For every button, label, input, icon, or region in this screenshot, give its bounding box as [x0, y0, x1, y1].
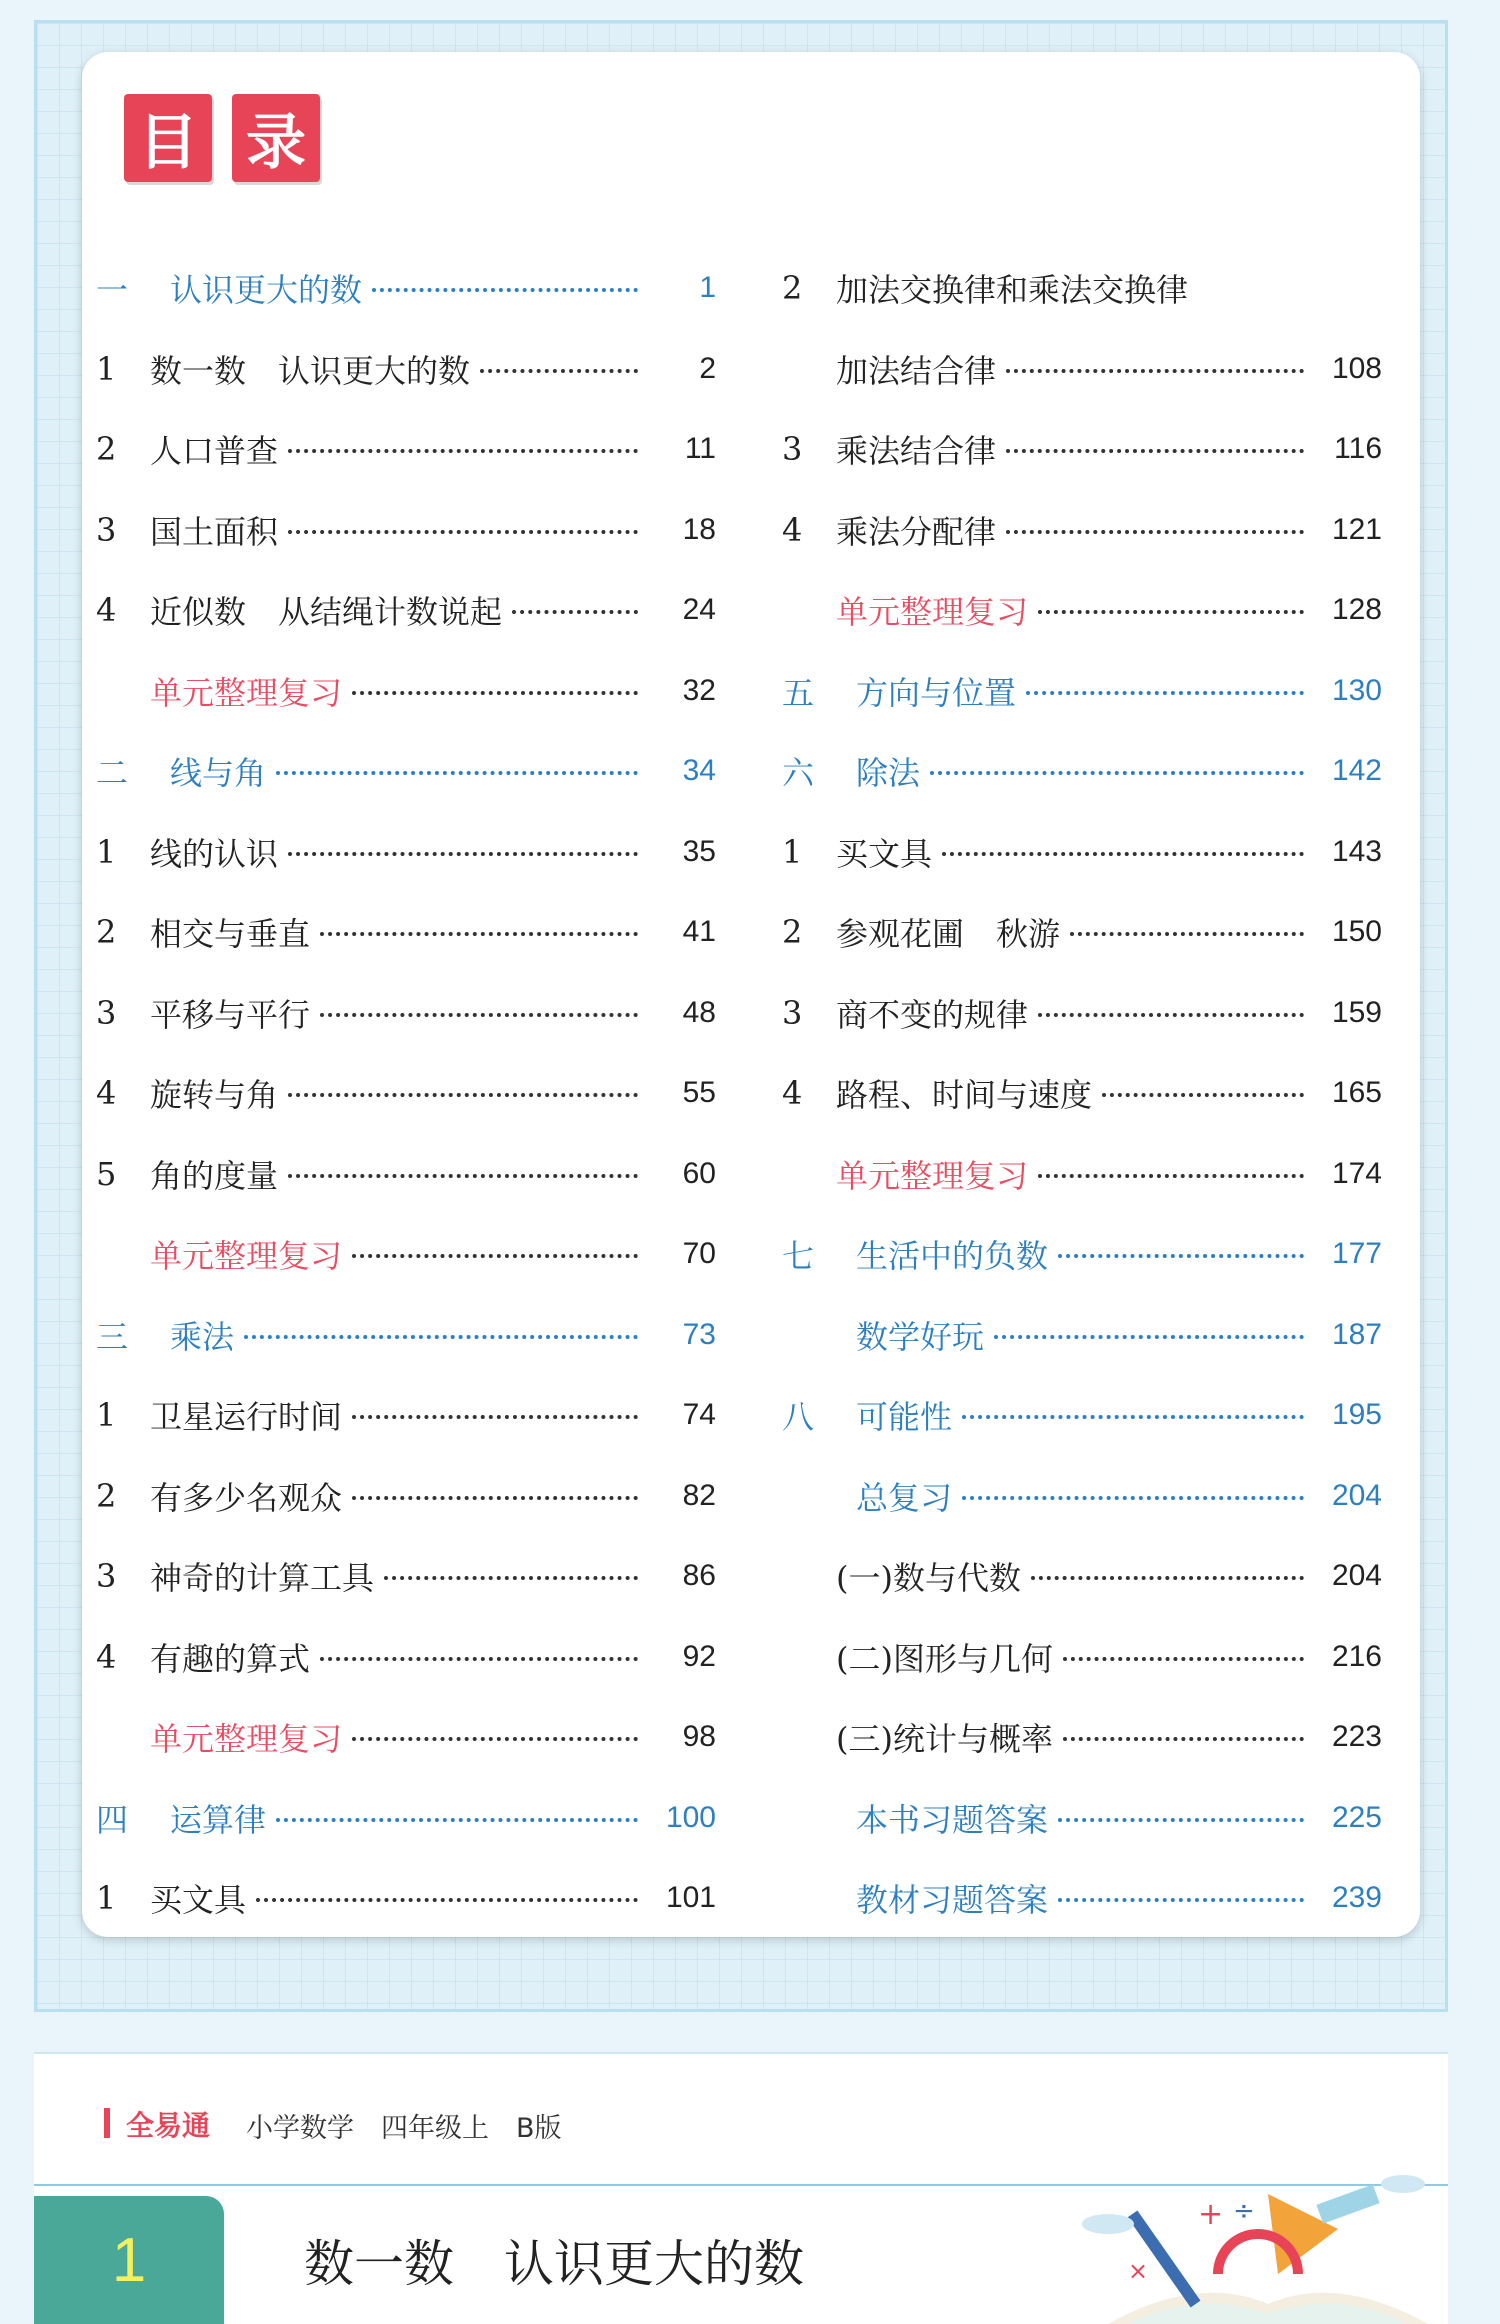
- toc-entry-label: 除法: [856, 754, 921, 793]
- toc-entry-label: 运算律: [170, 1800, 267, 1839]
- toc-entry-page: 121: [1331, 512, 1382, 546]
- toc-entry-label: 单元整理复习: [150, 1237, 343, 1276]
- toc-entry-label: 可能性: [856, 1398, 953, 1437]
- toc-entry: [782, 1295, 1382, 1376]
- toc-entry-page: 187: [1331, 1317, 1382, 1351]
- toc-entry-number: 2: [782, 269, 803, 308]
- lesson-title: 数一数 认识更大的数: [304, 2235, 804, 2293]
- dot-leader: [930, 771, 1304, 775]
- dot-leader: [1038, 610, 1304, 614]
- dot-leader: [244, 1335, 638, 1339]
- toc-entry-label: 单元整理复习: [836, 593, 1029, 632]
- toc-entry-number: 六: [782, 754, 815, 793]
- dot-leader: [1006, 369, 1304, 373]
- toc-entry-page: 108: [1331, 351, 1382, 385]
- toc-entry-label: 人口普查: [150, 432, 279, 471]
- toc-entry-label: 方向与位置: [856, 673, 1017, 712]
- toc-entry-page: 35: [682, 834, 716, 868]
- toc-entry-number: 4: [96, 1637, 117, 1676]
- toc-entry-page: 32: [682, 673, 716, 707]
- dot-leader: [320, 1657, 638, 1661]
- svg-text:+: +: [1198, 2197, 1224, 2232]
- toc-entry-page: 2: [699, 351, 716, 385]
- dot-leader: [1038, 1174, 1304, 1178]
- svg-text:×: ×: [1128, 2257, 1149, 2285]
- toc-entry-number: 2: [96, 430, 117, 469]
- toc-entry: [96, 1617, 716, 1698]
- toc-entry: [96, 1214, 716, 1295]
- toc-entry-page: 82: [682, 1478, 716, 1512]
- toc-entry: [96, 1053, 716, 1134]
- toc-entry: [96, 1456, 716, 1537]
- header-brand: 全易通: [126, 2109, 211, 2142]
- toc-entry-number: 2: [782, 913, 803, 952]
- toc-entry-page: 239: [1331, 1881, 1382, 1915]
- dot-leader: [288, 1174, 638, 1178]
- toc-entry: [782, 1617, 1382, 1698]
- dot-leader: [994, 1335, 1304, 1339]
- toc-entry-page: 73: [682, 1317, 716, 1351]
- dot-leader: [352, 1496, 638, 1500]
- toc-entry-label: (三)统计与概率: [836, 1720, 1053, 1759]
- toc-entry-label: 相交与垂直: [150, 915, 311, 954]
- dot-leader: [384, 1576, 638, 1580]
- toc-entry-number: 五: [782, 673, 815, 712]
- toc-entry-page: 92: [682, 1639, 716, 1673]
- dot-leader: [480, 369, 638, 373]
- toc-entry-number: 三: [96, 1317, 129, 1356]
- toc-entry: [782, 329, 1382, 410]
- toc-entry-label: 乘法: [170, 1317, 235, 1356]
- toc-entry-page: 195: [1331, 1398, 1382, 1432]
- toc-entry-label: 加法结合律: [836, 351, 997, 390]
- toc-entry: [96, 812, 716, 893]
- toc-entry-label: 单元整理复习: [150, 1720, 343, 1759]
- toc-entry: [96, 409, 716, 490]
- toc-entry-page: 98: [682, 1720, 716, 1754]
- toc-entry-number: 1: [782, 832, 803, 871]
- toc-entry-number: 一: [96, 271, 129, 310]
- toc-entry: [782, 1697, 1382, 1778]
- dot-leader: [288, 449, 638, 453]
- toc-entry: [96, 490, 716, 571]
- toc-entry-number: 4: [782, 510, 803, 549]
- toc-entry: [782, 1134, 1382, 1215]
- toc-entry: [96, 731, 716, 812]
- toc-entry-page: 41: [682, 915, 716, 949]
- dot-leader: [352, 1737, 638, 1741]
- toc-entry-page: 204: [1331, 1478, 1382, 1512]
- toc-entry-number: 2: [96, 913, 117, 952]
- dot-leader: [1070, 932, 1304, 936]
- toc-entry: [96, 1134, 716, 1215]
- toc-entry-number: 3: [96, 1557, 117, 1596]
- toc-entry-number: 3: [96, 510, 117, 549]
- lesson-page: [34, 2052, 1448, 2324]
- toc-entry-page: 55: [682, 1076, 716, 1110]
- toc-entry: [782, 490, 1382, 571]
- toc-entry-label: 参观花圃 秋游: [836, 915, 1061, 954]
- toc-entry: [96, 1778, 716, 1859]
- dot-leader: [320, 932, 638, 936]
- toc-page: [82, 52, 1420, 1937]
- toc-entry-label: 乘法结合律: [836, 432, 997, 471]
- dot-leader: [256, 1898, 638, 1902]
- dot-leader: [288, 530, 638, 534]
- toc-entry-label: 有多少名观众: [150, 1478, 343, 1517]
- toc-entry-number: 1: [96, 1396, 117, 1435]
- dot-leader: [288, 1093, 638, 1097]
- toc-entry-label: 有趣的算式: [150, 1639, 311, 1678]
- dot-leader: [942, 852, 1304, 856]
- toc-entry: [96, 1375, 716, 1456]
- toc-entry: [96, 1697, 716, 1778]
- dot-leader: [512, 610, 638, 614]
- toc-entry-page: 100: [665, 1800, 716, 1834]
- toc-entry-number: 1: [96, 832, 117, 871]
- toc-entry: [96, 329, 716, 410]
- toc-entry-label: 单元整理复习: [836, 1156, 1029, 1195]
- toc-entry-label: 卫星运行时间: [150, 1398, 343, 1437]
- dot-leader: [276, 771, 638, 775]
- toc-entry-page: 174: [1331, 1156, 1382, 1190]
- toc-entry-page: 223: [1331, 1720, 1382, 1754]
- toc-entry-label: 商不变的规律: [836, 995, 1029, 1034]
- toc-entry-page: 204: [1331, 1559, 1382, 1593]
- toc-entry-label: 数学好玩: [856, 1317, 985, 1356]
- dot-leader: [1063, 1737, 1304, 1741]
- toc-entry-label: 教材习题答案: [856, 1881, 1049, 1920]
- dot-leader: [962, 1496, 1304, 1500]
- toc-entry-page: 70: [682, 1237, 716, 1271]
- toc-title-char-2: 录: [232, 94, 320, 182]
- toc-entry-label: 认识更大的数: [170, 271, 363, 310]
- toc-entry-page: 11: [684, 432, 716, 466]
- toc-entry-number: 5: [96, 1154, 117, 1193]
- dot-leader: [1006, 449, 1304, 453]
- dot-leader: [352, 691, 638, 695]
- toc-entry: [782, 892, 1382, 973]
- toc-entry-number: 3: [96, 993, 117, 1032]
- toc-entry-page: 60: [682, 1156, 716, 1190]
- toc-entry: [782, 1456, 1382, 1537]
- toc-entry: [96, 1295, 716, 1376]
- toc-entry-label: 旋转与角: [150, 1076, 279, 1115]
- toc-entry-page: 116: [1334, 432, 1382, 466]
- toc-entry: [782, 570, 1382, 651]
- toc-entry-number: 1: [96, 1879, 117, 1918]
- toc-entry-page: 150: [1331, 915, 1382, 949]
- toc-entry: [96, 248, 716, 329]
- toc-entry-page: 130: [1331, 673, 1382, 707]
- toc-entry-label: 近似数 从结绳计数说起: [150, 593, 503, 632]
- toc-entry-page: 18: [682, 512, 716, 546]
- dot-leader: [1031, 1576, 1304, 1580]
- toc-entry-number: 八: [782, 1398, 815, 1437]
- toc-entry-page: 74: [682, 1398, 716, 1432]
- toc-right-column: [782, 248, 1382, 1939]
- dot-leader: [1058, 1818, 1304, 1822]
- toc-entry: [782, 731, 1382, 812]
- toc-entry-label: 国土面积: [150, 512, 279, 551]
- dot-leader: [1058, 1254, 1304, 1258]
- toc-entry: [96, 651, 716, 732]
- toc-entry-page: 1: [699, 271, 716, 305]
- toc-entry-page: 24: [682, 593, 716, 627]
- toc-entry: [782, 973, 1382, 1054]
- toc-entry: [96, 1536, 716, 1617]
- toc-entry-label: 线的认识: [150, 834, 279, 873]
- dot-leader: [288, 852, 638, 856]
- toc-entry: [96, 1858, 716, 1939]
- lesson-number-tab: 1: [34, 2196, 224, 2324]
- header-accent-bar: [104, 2108, 110, 2138]
- toc-entry: [96, 892, 716, 973]
- toc-left-column: [96, 248, 716, 1939]
- dot-leader: [1038, 1013, 1304, 1017]
- toc-entry: [782, 1214, 1382, 1295]
- header-info: 小学数学 四年级上 B版: [246, 2113, 562, 2144]
- svg-text:÷: ÷: [1233, 2196, 1255, 2226]
- toc-entry: [782, 1053, 1382, 1134]
- toc-entry-number: 1: [96, 349, 117, 388]
- toc-entry-number: 4: [782, 1074, 803, 1113]
- toc-entry-label: 总复习: [856, 1478, 953, 1517]
- toc-entry-label: 数一数 认识更大的数: [150, 351, 471, 390]
- toc-entry-page: 142: [1331, 754, 1382, 788]
- toc-entry-label: 加法交换律和乘法交换律: [836, 271, 1189, 310]
- toc-entry-number: 4: [96, 591, 117, 630]
- toc-entry-label: 线与角: [170, 754, 267, 793]
- toc-title-char-1: 目: [124, 94, 212, 182]
- toc-entry-label: 乘法分配律: [836, 512, 997, 551]
- toc-entry-page: 159: [1331, 995, 1382, 1029]
- dot-leader: [962, 1415, 1304, 1419]
- toc-entry-page: 101: [665, 1881, 716, 1915]
- toc-entry-label: 路程、时间与速度: [836, 1076, 1093, 1115]
- dot-leader: [1102, 1093, 1304, 1097]
- toc-entry-number: 二: [96, 754, 129, 793]
- dot-leader: [372, 288, 638, 292]
- toc-entry: [782, 1375, 1382, 1456]
- toc-entry-label: 神奇的计算工具: [150, 1559, 375, 1598]
- toc-entry-label: 平移与平行: [150, 995, 311, 1034]
- toc-entry: [782, 1858, 1382, 1939]
- toc-entry-number: 七: [782, 1237, 815, 1276]
- dot-leader: [1063, 1657, 1304, 1661]
- toc-entry-label: 角的度量: [150, 1156, 279, 1195]
- toc-entry-page: 177: [1331, 1237, 1382, 1271]
- dot-leader: [352, 1254, 638, 1258]
- toc-entry-page: 143: [1331, 834, 1382, 868]
- toc-entry: [782, 1778, 1382, 1859]
- toc-entry-page: 216: [1331, 1639, 1382, 1673]
- dot-leader: [276, 1818, 638, 1822]
- dot-leader: [1026, 691, 1304, 695]
- dot-leader: [352, 1415, 638, 1419]
- book-illustration: [1048, 2154, 1448, 2324]
- toc-entry-page: 34: [682, 754, 716, 788]
- toc-entry: [782, 651, 1382, 732]
- toc-entry-number: 2: [96, 1476, 117, 1515]
- toc-entry-number: 4: [96, 1074, 117, 1113]
- toc-entry-label: (二)图形与几何: [836, 1639, 1053, 1678]
- dot-leader: [1058, 1898, 1304, 1902]
- toc-entry-label: 单元整理复习: [150, 673, 343, 712]
- toc-entry: [782, 812, 1382, 893]
- toc-entry-page: 86: [682, 1559, 716, 1593]
- toc-entry-page: 48: [682, 995, 716, 1029]
- toc-entry-page: 128: [1331, 593, 1382, 627]
- dot-leader: [320, 1013, 638, 1017]
- toc-entry-page: 225: [1331, 1800, 1382, 1834]
- toc-entry-page: 165: [1331, 1076, 1382, 1110]
- toc-entry: [96, 570, 716, 651]
- toc-entry-label: (一)数与代数: [836, 1559, 1021, 1598]
- dot-leader: [1006, 530, 1304, 534]
- toc-entry: [782, 1536, 1382, 1617]
- toc-entry-label: 生活中的负数: [856, 1237, 1049, 1276]
- toc-entry: [782, 409, 1382, 490]
- toc-entry-label: 买文具: [150, 1881, 247, 1920]
- toc-entry-number: 四: [96, 1800, 129, 1839]
- toc-entry-number: 3: [782, 430, 803, 469]
- toc-entry-label: 本书习题答案: [856, 1800, 1049, 1839]
- toc-entry: [782, 248, 1382, 329]
- toc-entry-label: 买文具: [836, 834, 933, 873]
- toc-entry-number: 3: [782, 993, 803, 1032]
- toc-entry: [96, 973, 716, 1054]
